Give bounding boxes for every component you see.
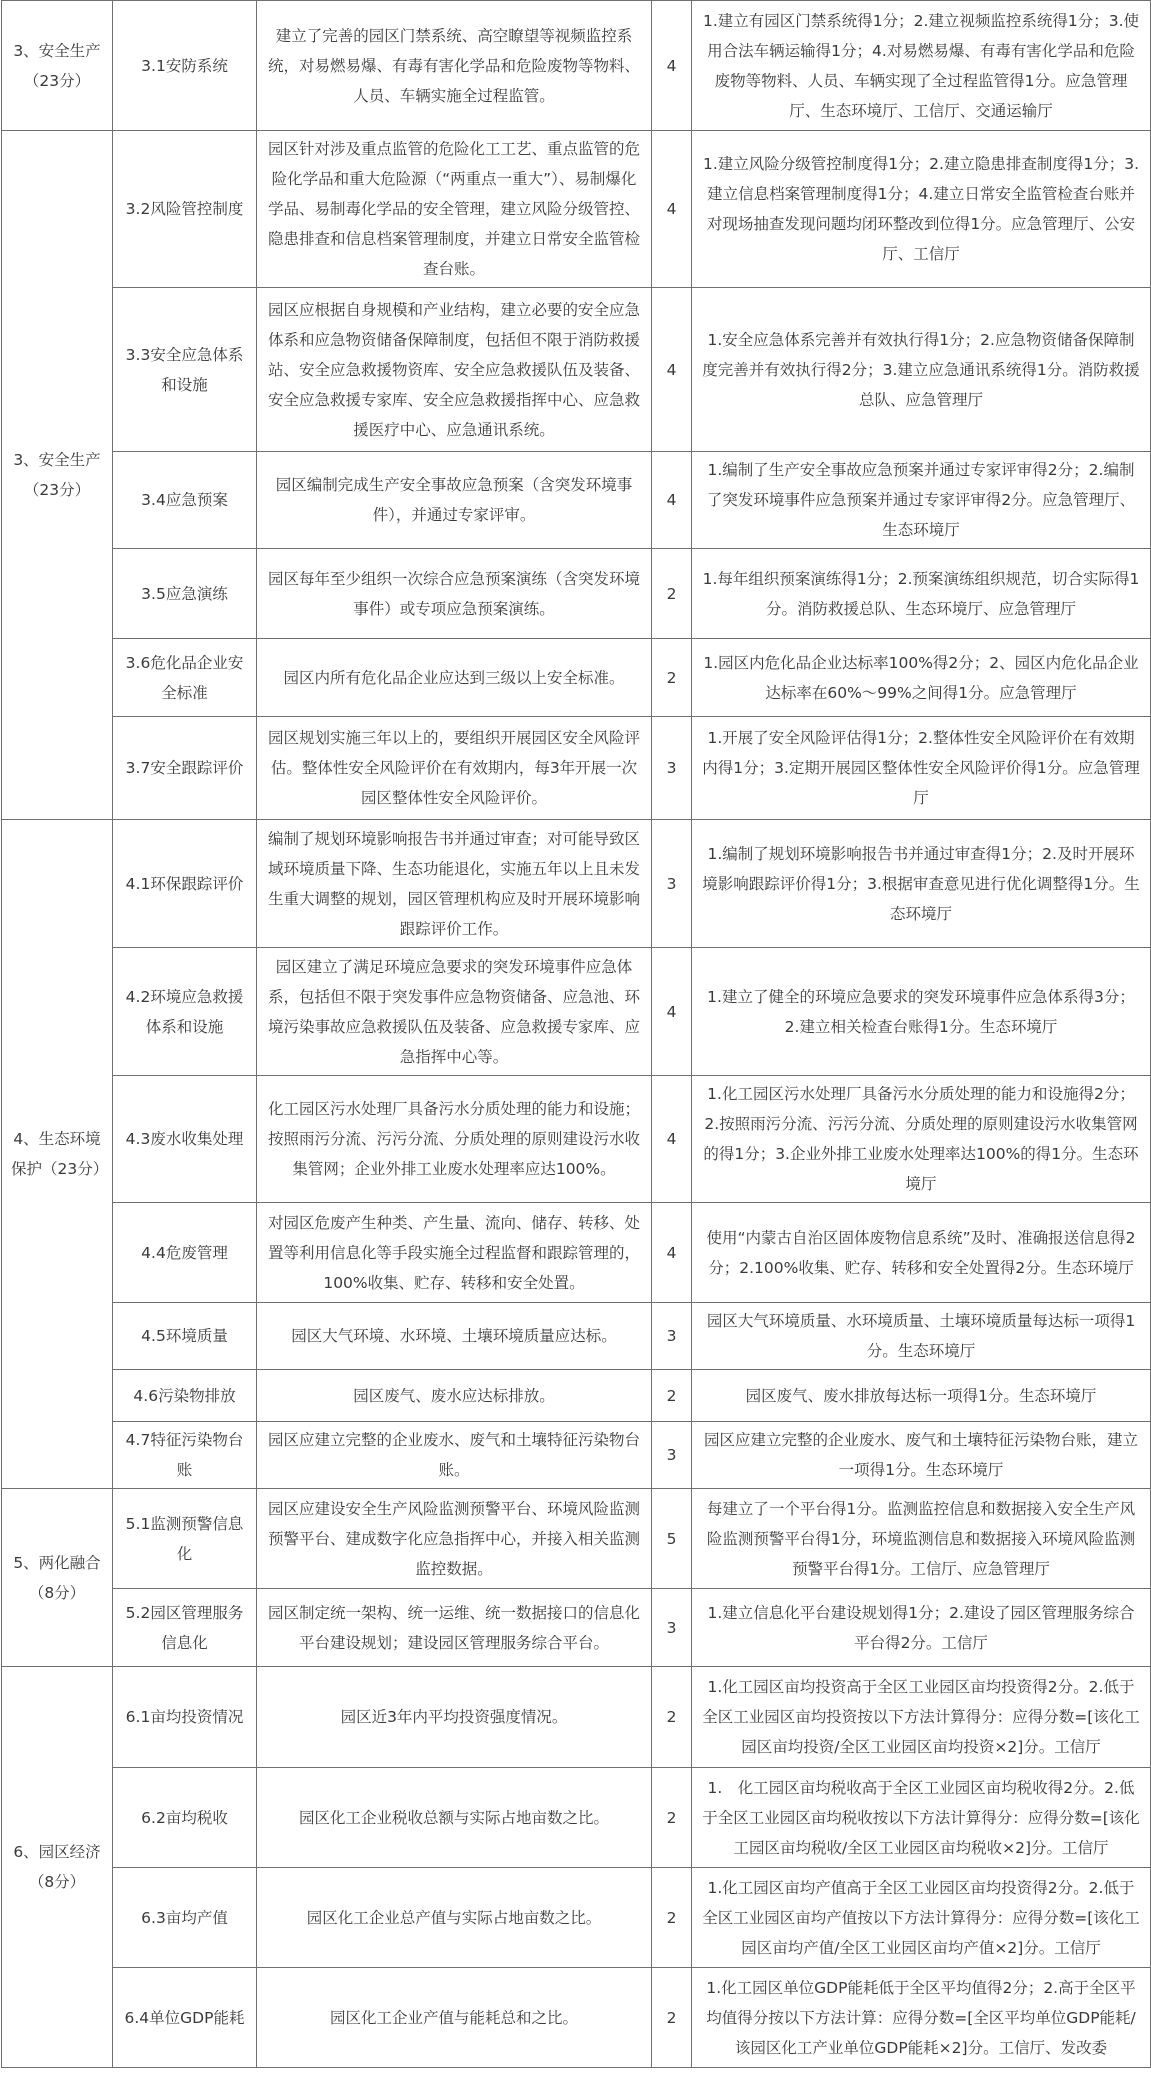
score-cell: 2: [652, 549, 692, 639]
content-cell: 园区近3年内平均投资强度情况。: [257, 1667, 652, 1768]
criteria-cell: 1.化工园区污水处理厂具备污水分质处理的能力和设施得2分；2.按照雨污分流、污污分流、分质处理的原则建设污水收集管网的得1分；3.企业外排工业废水处理率达100%的得1分。生态环境厅: [692, 1076, 1151, 1203]
table-row: [2, 1370, 1151, 1422]
table-row: [2, 1203, 1151, 1303]
score-cell: 4: [652, 948, 692, 1076]
content-cell: 园区建立了满足环境应急要求的突发环境事件应急体系，包括但不限于突发事件应急物资储备、应急池、环境污染事故应急救援队伍及装备、应急救援专家库、应急指挥中心等。: [257, 948, 652, 1076]
score-cell: 2: [652, 639, 692, 717]
content-cell: 园区制定统一架构、统一运维、统一数据接口的信息化平台建设规划；建设园区管理服务综合平台。: [257, 1589, 652, 1667]
content-cell: 园区应根据自身规模和产业结构，建立必要的安全应急体系和应急物资储备保障制度，包括但不限于消防救援站、安全应急救援物资库、安全应急救援队伍及装备、安全应急救援专家库、安全应急救援指挥中心、应急救援医疗中心、应急通讯系统。: [257, 288, 652, 452]
criteria-cell: 1.编制了生产安全事故应急预案并通过专家评审得2分；2.编制了突发环境事件应急预案并通过专家评审得2分。应急管理厅、生态环境厅: [692, 452, 1151, 549]
item-cell: 3.2风险管控制度: [113, 131, 257, 288]
criteria-cell: 1.建立信息化平台建设规划得1分；2.建设了园区管理服务综合平台得2分。工信厅: [692, 1589, 1151, 1667]
item-cell: 4.1环保跟踪评价: [113, 820, 257, 948]
score-cell: 3: [652, 1589, 692, 1667]
item-cell: 5.1监测预警信息化: [113, 1489, 257, 1589]
item-cell: 4.6污染物排放: [113, 1370, 257, 1422]
item-cell: 6.2亩均税收: [113, 1768, 257, 1868]
table-row: [2, 639, 1151, 717]
item-cell: 4.4危废管理: [113, 1203, 257, 1303]
table-row: [2, 717, 1151, 820]
item-cell: 3.3安全应急体系和设施: [113, 288, 257, 452]
table-row: [2, 549, 1151, 639]
score-cell: 3: [652, 717, 692, 820]
content-cell: 对园区危废产生种类、产生量、流向、储存、转移、处置等利用信息化等手段实施全过程监督和跟踪管理的，100%收集、贮存、转移和安全处置。: [257, 1203, 652, 1303]
score-cell: 4: [652, 1203, 692, 1303]
table-row: [2, 131, 1151, 288]
content-cell: 园区应建设安全生产风险监测预警平台、环境风险监测预警平台、建成数字化应急指挥中心，并接入相关监测监控数据。: [257, 1489, 652, 1589]
content-cell: 建立了完善的园区门禁系统、高空瞭望等视频监控系统，对易燃易爆、有毒有害化学品和危险废物等物料、人员、车辆实施全过程监管。: [257, 1, 652, 131]
content-cell: 编制了规划环境影响报告书并通过审查；对可能导致区域环境质量下降、生态功能退化，实施五年以上且未发生重大调整的规划，园区管理机构应及时开展环境影响跟踪评价工作。: [257, 820, 652, 948]
criteria-cell: 1.编制了规划环境影响报告书并通过审查得1分；2.及时开展环境影响跟踪评价得1分；3.根据审查意见进行优化调整得1分。生态环境厅: [692, 820, 1151, 948]
criteria-cell: 1.建立风险分级管控制度得1分；2.建立隐患排查制度得1分；3.建立信息档案管理制度得1分；4.建立日常安全监管检查台账并对现场抽查发现问题均闭环整改到位得1分。应急管理厅、公安厅、工信厅: [692, 131, 1151, 288]
score-cell: 4: [652, 288, 692, 452]
item-cell: 4.2环境应急救援体系和设施: [113, 948, 257, 1076]
score-cell: 4: [652, 1076, 692, 1203]
category-cell: 4、生态环境保护（23分）: [2, 820, 113, 1489]
table-row: [2, 1076, 1151, 1203]
item-cell: 4.3废水收集处理: [113, 1076, 257, 1203]
score-cell: 4: [652, 1, 692, 131]
item-cell: 3.4应急预案: [113, 452, 257, 549]
table-row: [2, 1303, 1151, 1370]
item-cell: 6.3亩均产值: [113, 1868, 257, 1968]
table-row: [2, 1868, 1151, 1968]
score-cell: 4: [652, 452, 692, 549]
score-cell: 2: [652, 1968, 692, 2068]
item-cell: 3.1安防系统: [113, 1, 257, 131]
table-row: [2, 452, 1151, 549]
evaluation-table: [1, 0, 1151, 2068]
criteria-cell: 1.化工园区单位GDP能耗低于全区平均值得2分；2.高于全区平均值得分按以下方法计算：应得分数=[全区平均单位GDP能耗/该园区化工产业单位GDP能耗×2]分。工信厅、发改委: [692, 1968, 1151, 2068]
score-cell: 2: [652, 1667, 692, 1768]
category-cell: 3、安全生产（23分）: [2, 131, 113, 820]
content-cell: 园区化工企业税收总额与实际占地亩数之比。: [257, 1768, 652, 1868]
category-cell: 5、两化融合（8分）: [2, 1489, 113, 1667]
item-cell: 4.5环境质量: [113, 1303, 257, 1370]
score-cell: 4: [652, 131, 692, 288]
table-row: [2, 948, 1151, 1076]
content-cell: 园区针对涉及重点监管的危险化工工艺、重点监管的危险化学品和重大危险源（“两重点一重大”）、易制爆化学品、易制毒化学品的安全管理，建立风险分级管控、隐患排查和信息档案管理制度，并建立日常安全监管检查台账。: [257, 131, 652, 288]
content-cell: 园区内所有危化品企业应达到三级以上安全标准。: [257, 639, 652, 717]
content-cell: 化工园区污水处理厂具备污水分质处理的能力和设施；按照雨污分流、污污分流、分质处理的原则建设污水收集管网；企业外排工业废水处理率应达100%。: [257, 1076, 652, 1203]
table-row: [2, 820, 1151, 948]
table-row: [2, 1667, 1151, 1768]
score-cell: 3: [652, 820, 692, 948]
score-cell: 2: [652, 1868, 692, 1968]
item-cell: 4.7特征污染物台账: [113, 1422, 257, 1489]
category-cell: 6、园区经济（8分）: [2, 1667, 113, 2068]
criteria-cell: 园区应建立完整的企业废水、废气和土壤特征污染物台账，建立一项得1分。生态环境厅: [692, 1422, 1151, 1489]
criteria-cell: 1.每年组织预案演练得1分；2.预案演练组织规范，切合实际得1分。消防救援总队、生态环境厅、应急管理厅: [692, 549, 1151, 639]
content-cell: 园区编制完成生产安全事故应急预案（含突发环境事件），并通过专家评审。: [257, 452, 652, 549]
content-cell: 园区化工企业总产值与实际占地亩数之比。: [257, 1868, 652, 1968]
criteria-cell: 1.园区内危化品企业达标率100%得2分；2、园区内危化品企业达标率在60%～99%之间得1分。应急管理厅: [692, 639, 1151, 717]
score-cell: 2: [652, 1370, 692, 1422]
criteria-cell: 1.安全应急体系完善并有效执行得1分；2.应急物资储备保障制度完善并有效执行得2分；3.建立应急通讯系统得1分。消防救援总队、应急管理厅: [692, 288, 1151, 452]
content-cell: 园区大气环境、水环境、土壤环境质量应达标。: [257, 1303, 652, 1370]
content-cell: 园区废气、废水应达标排放。: [257, 1370, 652, 1422]
content-cell: 园区每年至少组织一次综合应急预案演练（含突发环境事件）或专项应急预案演练。: [257, 549, 652, 639]
criteria-cell: 1.开展了安全风险评估得1分；2.整体性安全风险评价在有效期内得1分；3.定期开展园区整体性安全风险评价得1分。应急管理厅: [692, 717, 1151, 820]
score-cell: 2: [652, 1768, 692, 1868]
category-cell: 3、安全生产（23分）: [2, 1, 113, 131]
item-cell: 3.5应急演练: [113, 549, 257, 639]
item-cell: 6.4单位GDP能耗: [113, 1968, 257, 2068]
criteria-cell: 1.化工园区亩均产值高于全区工业园区亩均投资得2分。2.低于全区工业园区亩均产值按以下方法计算得分：应得分数=[该化工园区亩均产值/全区工业园区亩均产值×2]分。工信厅: [692, 1868, 1151, 1968]
item-cell: 3.7安全跟踪评价: [113, 717, 257, 820]
item-cell: 5.2园区管理服务信息化: [113, 1589, 257, 1667]
criteria-cell: 1.化工园区亩均投资高于全区工业园区亩均投资得2分。2.低于全区工业园区亩均投资按以下方法计算得分：应得分数=[该化工园区亩均投资/全区工业园区亩均投资×2]分。工信厅: [692, 1667, 1151, 1768]
table-row: [2, 1, 1151, 131]
table-row: [2, 1422, 1151, 1489]
content-cell: 园区化工企业产值与能耗总和之比。: [257, 1968, 652, 2068]
score-cell: 5: [652, 1489, 692, 1589]
content-cell: 园区规划实施三年以上的，要组织开展园区安全风险评估。整体性安全风险评价在有效期内，每3年开展一次园区整体性安全风险评价。: [257, 717, 652, 820]
content-cell: 园区应建立完整的企业废水、废气和土壤特征污染物台账。: [257, 1422, 652, 1489]
table-row: [2, 1589, 1151, 1667]
criteria-cell: 使用“内蒙古自治区固体废物信息系统”及时、准确报送信息得2分；2.100%收集、贮存、转移和安全处置得2分。生态环境厅: [692, 1203, 1151, 1303]
item-cell: 6.1亩均投资情况: [113, 1667, 257, 1768]
criteria-cell: 1.建立有园区门禁系统得1分；2.建立视频监控系统得1分；3.使用合法车辆运输得1分；4.对易燃易爆、有毒有害化学品和危险废物等物料、人员、车辆实现了全过程监管得1分。应急管理厅、生态环境厅、工信厅、交通运输厅: [692, 1, 1151, 131]
item-cell: 3.6危化品企业安全标准: [113, 639, 257, 717]
table-row: [2, 288, 1151, 452]
score-cell: 3: [652, 1422, 692, 1489]
score-cell: 3: [652, 1303, 692, 1370]
table-row: [2, 1489, 1151, 1589]
criteria-cell: 每建立了一个平台得1分。监测监控信息和数据接入安全生产风险监测预警平台得1分，环境监测信息和数据接入环境风险监测预警平台得1分。工信厅、应急管理厅: [692, 1489, 1151, 1589]
criteria-cell: 园区大气环境质量、水环境质量、土壤环境质量每达标一项得1分。生态环境厅: [692, 1303, 1151, 1370]
criteria-cell: 1. 化工园区亩均税收高于全区工业园区亩均税收得2分。2.低于全区工业园区亩均税收按以下方法计算得分：应得分数=[该化工园区亩均税收/全区工业园区亩均税收×2]分。工信厅: [692, 1768, 1151, 1868]
criteria-cell: 园区废气、废水排放每达标一项得1分。生态环境厅: [692, 1370, 1151, 1422]
table-row: [2, 1768, 1151, 1868]
criteria-cell: 1.建立了健全的环境应急要求的突发环境事件应急体系得3分；2.建立相关检查台账得1分。生态环境厅: [692, 948, 1151, 1076]
table-row: [2, 1968, 1151, 2068]
